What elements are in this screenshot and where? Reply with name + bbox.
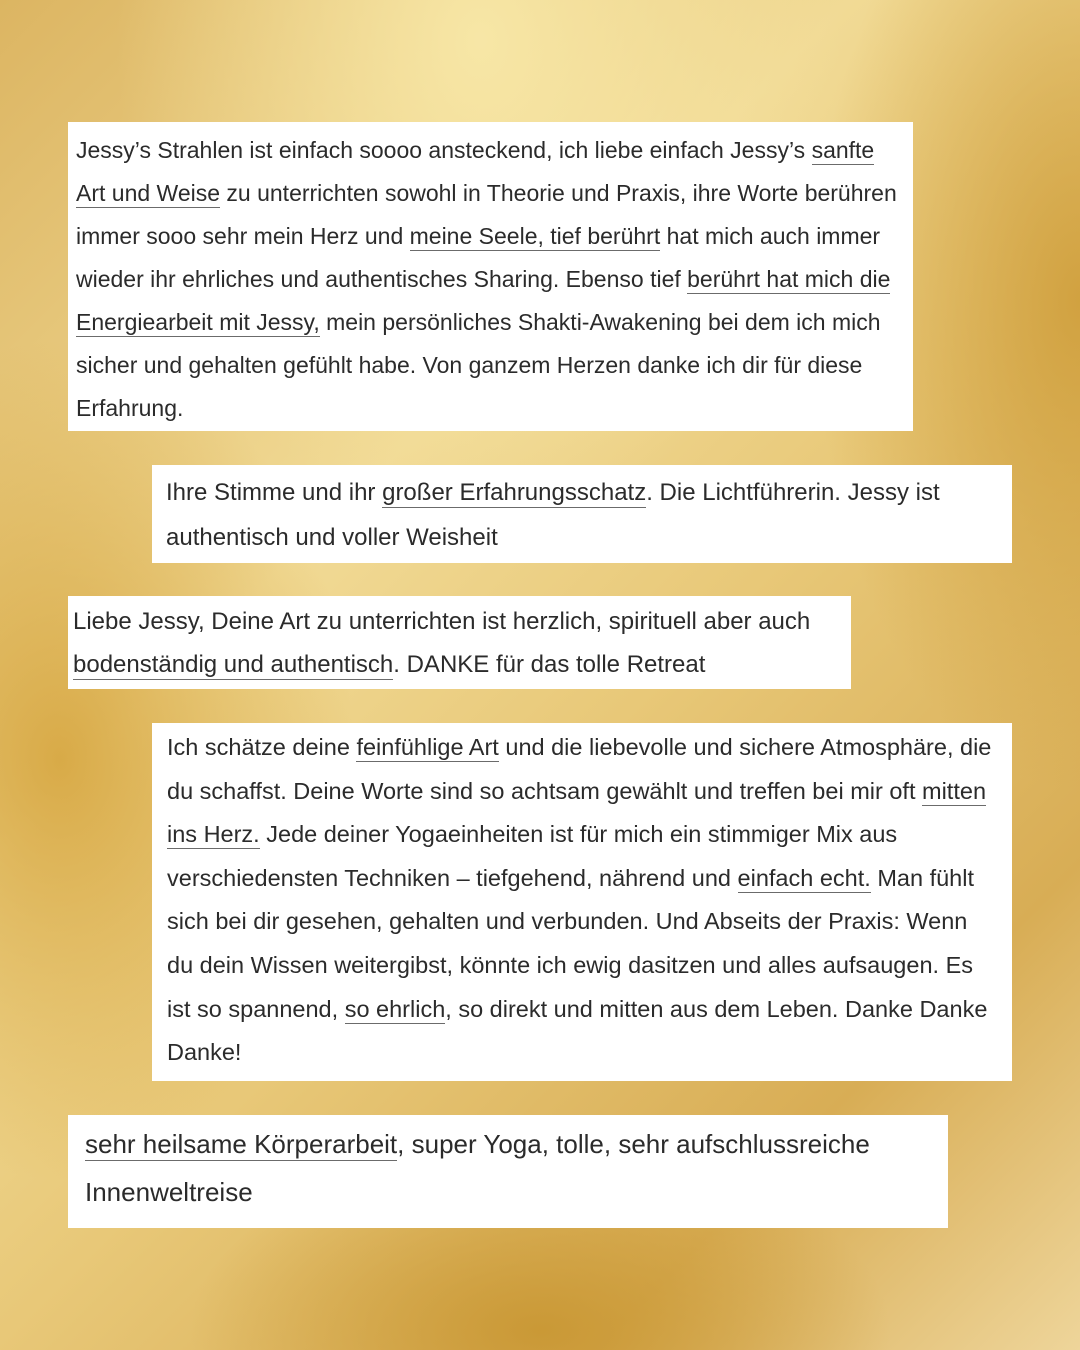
highlight-phrase: berührt hat mich die Energiearbeit mit Jessy, [76, 266, 891, 335]
testimonial-card-5 [68, 1115, 948, 1228]
highlight-phrase: bodenständig und authentisch [73, 651, 394, 678]
testimonial-card-2 [152, 465, 1012, 563]
highlight-phrase: einfach echt. [737, 864, 871, 891]
highlight-phrase: so ehrlich [344, 995, 446, 1022]
highlight-phrase: großer Erfahrungsschatz [382, 479, 647, 506]
highlight-phrase: feinfühlige Art [356, 734, 499, 760]
testimonial-text: Ihre Stimme und ihr großer Erfahrungsschatz. Die Lichtführerin. Jessy ist authentisch und voller Weisheit [166, 479, 940, 551]
testimonial-card-3 [68, 596, 851, 689]
testimonial-card-4 [152, 723, 1012, 1081]
highlight-phrase: mitten ins Herz. [167, 777, 987, 848]
highlight-phrase: meine Seele, tief berührt [409, 223, 661, 249]
testimonial-text: Jessy’s Strahlen ist einfach soooo ansteckend, ich liebe einfach Jessy’s sanfte Art und Weise zu unterrichten sowohl in Theorie und Praxis, ihre Worte berühren immer sooo sehr mein Herz und meine Seele, tief berührt hat mich auch immer wieder ihr ehrliches und authentisches Sharing. Ebenso tief berührt hat mich die Energiearbeit mit Jessy, mein persönliches Shakti-Awakening bei dem ich mich sicher und gehalten gefühlt habe. Von ganzem Herzen danke ich dir für diese Erfahrung. [76, 137, 897, 421]
testimonial-text: sehr heilsame Körperarbeit, super Yoga, tolle, sehr aufschlussreiche Innenweltreise [85, 1129, 870, 1207]
testimonial-card-1 [68, 122, 913, 431]
highlight-phrase: sanfte Art und Weise [76, 137, 875, 206]
testimonial-text: Ich schätze deine feinfühlige Art und die liebevolle und sichere Atmosphäre, die du schaffst. Deine Worte sind so achtsam gewählt und treffen bei mir oft mitten ins Herz. Jede deiner Yogaeinheiten ist für mich ein stimmiger Mix aus verschiedensten Techniken – tiefgehend, nährend und einfach echt. Man fühlt sich bei dir gesehen, gehalten und verbunden. Und Abseits der Praxis: Wenn du dein Wissen weitergibst, könnte ich ewig dasitzen und alles aufsaugen. Es ist so spannend, so ehrlich, so direkt und mitten aus dem Leben. Danke Danke Danke! [167, 734, 992, 1066]
highlight-phrase: sehr heilsame Körperarbeit [85, 1129, 398, 1159]
testimonial-text: Liebe Jessy, Deine Art zu unterrichten ist herzlich, spirituell aber auch bodenständig und authentisch. DANKE für das tolle Retreat [73, 608, 811, 678]
